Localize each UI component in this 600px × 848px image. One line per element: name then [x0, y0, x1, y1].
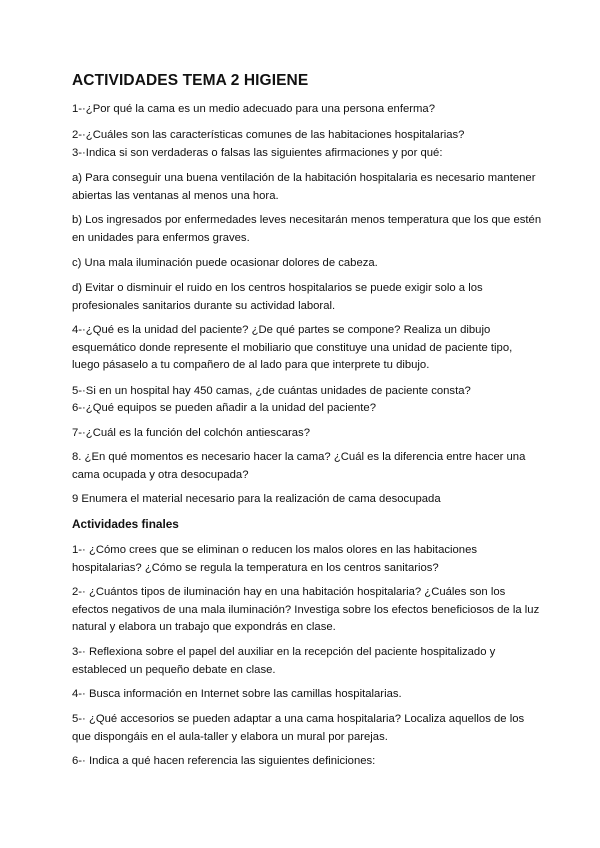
question-3c: c) Una mala iluminación puede ocasionar dolores de cabeza. — [72, 257, 378, 269]
final-activities-heading: Actividades finales — [72, 517, 179, 531]
final-activity-3: 3-· Reflexiona sobre el papel del auxiliar en la recepción del paciente hospitalizado y estableced un pequeño debate en clase. — [72, 646, 496, 676]
question-1: 1-·¿Por qué la cama es un medio adecuado para una persona enferma? — [72, 103, 435, 115]
question-3d: d) Evitar o disminuir el ruido en los centros hospitalarios se puede exigir solo a los profesionales sanitarios durante su actividad laboral. — [72, 282, 483, 312]
question-9: 9 Enumera el material necesario para la realización de cama desocupada — [72, 493, 441, 505]
question-7: 7-·¿Cuál es la función del colchón antiescaras? — [72, 427, 310, 439]
question-3a: a) Para conseguir una buena ventilación de la habitación hospitalaria es necesario mantener abiertas las ventanas al menos una hora. — [72, 172, 536, 202]
question-2: 2-·¿Cuáles son las características comunes de las habitaciones hospitalarias? — [72, 129, 465, 141]
question-3b: b) Los ingresados por enfermedades leves necesitarán menos temperatura que los que estén en unidades para enfermos graves. — [72, 214, 542, 244]
question-3: 3-·Indica si son verdaderas o falsas las siguientes afirmaciones y por qué: — [72, 147, 443, 159]
question-8: 8. ¿En qué momentos es necesario hacer la cama? ¿Cuál es la diferencia entre hacer una cama ocupada y otra desocupada? — [72, 451, 526, 481]
page-title: ACTIVIDADES TEMA 2 HIGIENE — [72, 72, 309, 89]
question-4: 4-·¿Qué es la unidad del paciente? ¿De qué partes se compone? Realiza un dibujo esquemático donde represente el mobiliario que constituye una unidad de paciente tipo, luego pásaselo a tu compañero de al lado para que interprete tu dibujo. — [72, 324, 513, 371]
final-activity-2: 2-· ¿Cuántos tipos de iluminación hay en una habitación hospitalaria? ¿Cuáles son los efectos negativos de una mala iluminación? Investiga sobre los efectos beneficiosos de la luz natural y elabora un trabajo que expondrás en clase. — [72, 586, 540, 633]
final-activity-5: 5-· ¿Qué accesorios se pueden adaptar a una cama hospitalaria? Localiza aquellos de los que dispongáis en el aula-taller y elabora un mural por parejas. — [72, 713, 525, 743]
final-activity-1: 1-· ¿Cómo crees que se eliminan o reducen los malos olores en las habitaciones hospitalarias? ¿Cómo se regula la temperatura en los centros sanitarios? — [72, 544, 478, 574]
question-5: 5-·Si en un hospital hay 450 camas, ¿de cuántas unidades de paciente consta? — [72, 385, 471, 397]
question-6: 6-·¿Qué equipos se pueden añadir a la unidad del paciente? — [72, 402, 376, 414]
final-activity-6: 6-· Indica a qué hacen referencia las siguientes definiciones: — [72, 755, 376, 767]
final-activity-4: 4-· Busca información en Internet sobre las camillas hospitalarias. — [72, 688, 402, 700]
